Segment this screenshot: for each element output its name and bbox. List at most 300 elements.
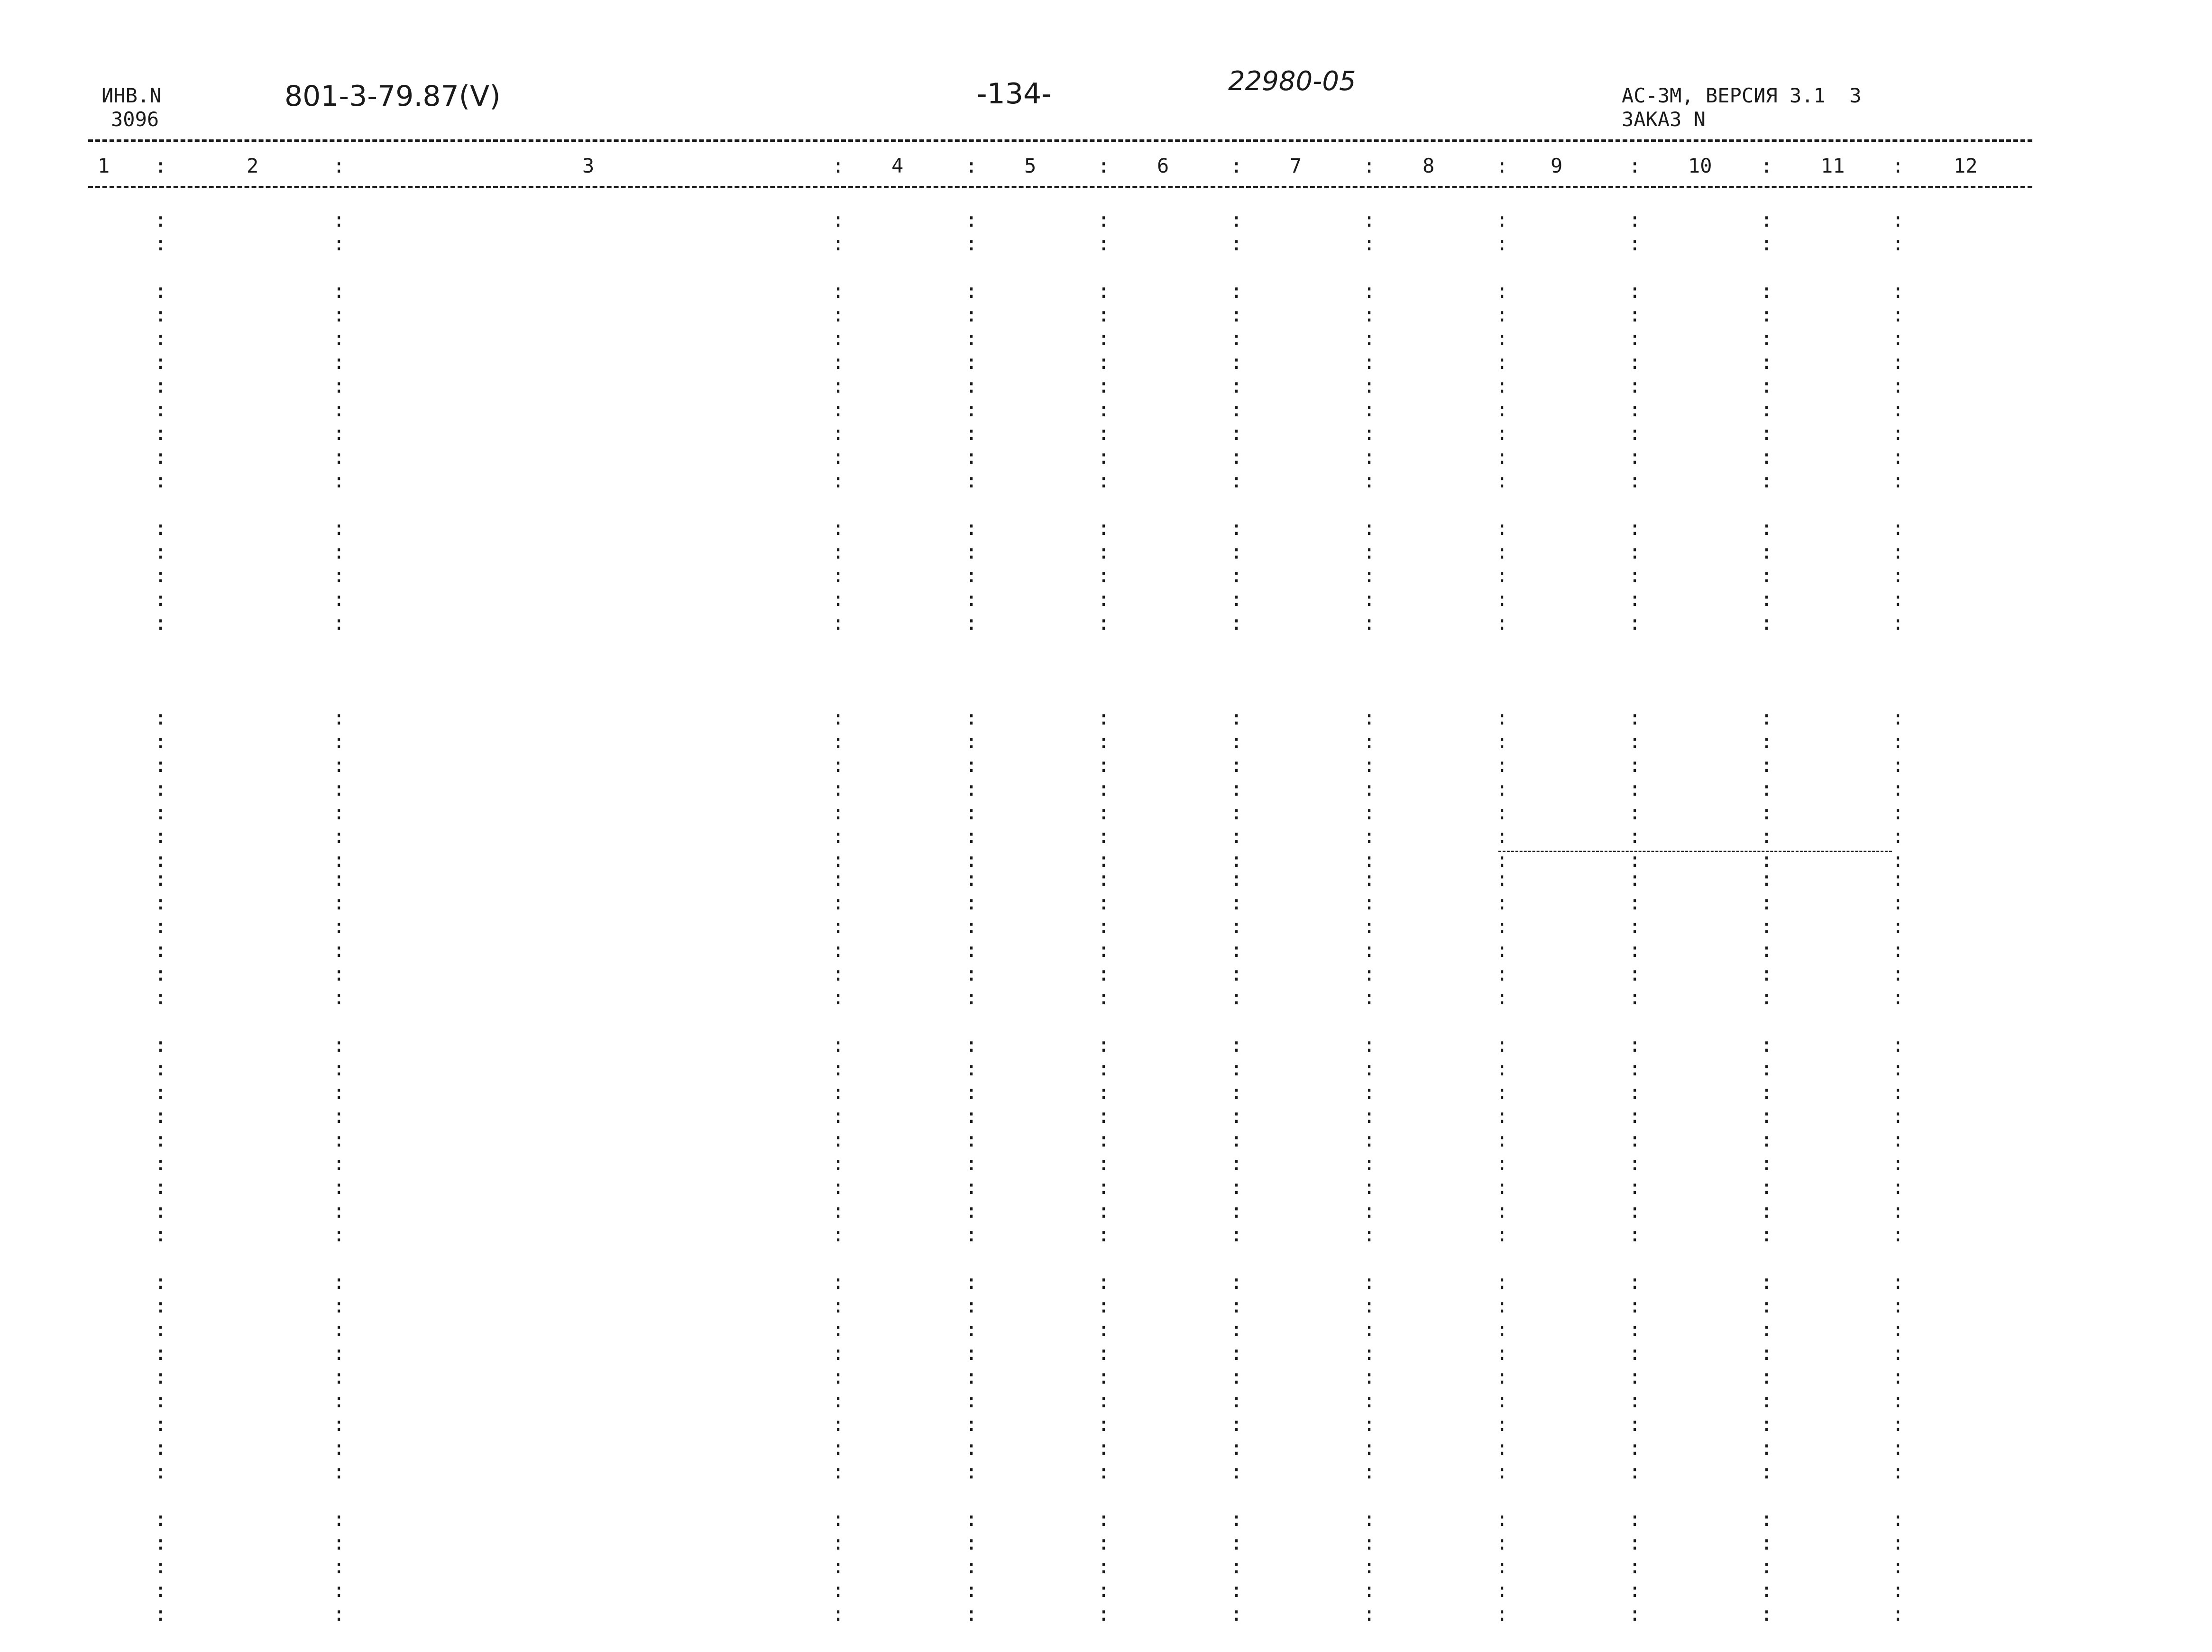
column-separator: : bbox=[333, 422, 345, 445]
column-separator: : bbox=[1761, 1152, 1773, 1175]
column-separator: : bbox=[1496, 1057, 1508, 1080]
system-version: АС-3М, ВЕРСИЯ 3.1 3 bbox=[1622, 84, 1862, 107]
column-separator: : bbox=[832, 1413, 844, 1436]
column-separator: : bbox=[1496, 398, 1508, 421]
column-separator: : bbox=[1363, 1128, 1376, 1151]
column-separator: : bbox=[965, 1057, 978, 1080]
column-separator: : bbox=[1892, 469, 1904, 492]
inventory-label: ИНВ.N bbox=[101, 84, 162, 107]
column-separator: : bbox=[1892, 777, 1904, 800]
column-separator: : bbox=[155, 938, 167, 962]
column-separator: : bbox=[1363, 1223, 1376, 1246]
column-separator: : bbox=[1363, 1152, 1376, 1175]
column-separator: : bbox=[1230, 1531, 1243, 1554]
column-separator: : bbox=[1363, 1365, 1376, 1388]
column-separator: : bbox=[1892, 753, 1904, 777]
column-separator: : bbox=[1892, 1341, 1904, 1365]
column-separator: : bbox=[1892, 587, 1904, 611]
column-separator: : bbox=[1098, 154, 1110, 177]
column-separator: : bbox=[1629, 1555, 1641, 1578]
column-separator: : bbox=[832, 801, 844, 824]
column-separator: : bbox=[155, 1341, 167, 1365]
column-separator: : bbox=[965, 564, 978, 587]
column-separator: : bbox=[965, 208, 978, 231]
column-separator: : bbox=[1496, 986, 1508, 1009]
column-separator: : bbox=[155, 706, 167, 729]
column-separator: : bbox=[1230, 1152, 1243, 1175]
column-separator: : bbox=[965, 279, 978, 303]
column-separator: : bbox=[1230, 1081, 1243, 1104]
column-separator: : bbox=[1098, 1602, 1110, 1625]
column-separator: : bbox=[1230, 1413, 1243, 1436]
column-separator: : bbox=[1098, 777, 1110, 800]
column-separator: : bbox=[1496, 587, 1508, 611]
column-separator: : bbox=[1629, 753, 1641, 777]
subtotal-rule bbox=[1498, 851, 1892, 852]
column-separator: : bbox=[1363, 825, 1376, 848]
column-separator: : bbox=[965, 611, 978, 634]
column-separator: : bbox=[1363, 540, 1376, 563]
column-separator: : bbox=[965, 1318, 978, 1341]
column-separator: : bbox=[333, 1057, 345, 1080]
column-separator: : bbox=[965, 962, 978, 985]
column-separator: : bbox=[1230, 1507, 1243, 1531]
column-separator: : bbox=[155, 1602, 167, 1625]
column-separator: : bbox=[1230, 279, 1243, 303]
column-separator: : bbox=[333, 730, 345, 753]
column-separator: : bbox=[1496, 611, 1508, 634]
column-separator: : bbox=[1098, 232, 1110, 255]
column-separator: : bbox=[155, 891, 167, 914]
column-separator: : bbox=[1892, 1602, 1904, 1625]
column-separator: : bbox=[1098, 891, 1110, 914]
column-separator: : bbox=[1230, 1199, 1243, 1222]
column-separator: : bbox=[1629, 986, 1641, 1009]
column-separator: : bbox=[1892, 208, 1904, 231]
column-separator: : bbox=[1363, 1199, 1376, 1222]
column-separator: : bbox=[1363, 611, 1376, 634]
column-header-12: 12 bbox=[1954, 154, 1978, 177]
column-separator: : bbox=[1363, 1104, 1376, 1128]
column-separator: : bbox=[1098, 422, 1110, 445]
column-separator: : bbox=[155, 1033, 167, 1056]
column-separator: : bbox=[1629, 1365, 1641, 1388]
column-separator: : bbox=[333, 445, 345, 468]
column-separator: : bbox=[155, 1555, 167, 1578]
column-separator: : bbox=[1363, 1436, 1376, 1459]
column-separator: : bbox=[155, 540, 167, 563]
document-code: 801-3-79.87(V) bbox=[285, 80, 501, 113]
column-separator: : bbox=[832, 1152, 844, 1175]
column-separator: : bbox=[1761, 1057, 1773, 1080]
column-separator: : bbox=[965, 938, 978, 962]
inventory-number: 3096 bbox=[111, 108, 159, 131]
column-separator: : bbox=[333, 891, 345, 914]
column-separator: : bbox=[1098, 1270, 1110, 1294]
column-separator: : bbox=[832, 1389, 844, 1412]
column-separator: : bbox=[1496, 825, 1508, 848]
column-separator: : bbox=[155, 1389, 167, 1412]
column-separator: : bbox=[832, 1057, 844, 1080]
column-separator: : bbox=[1629, 1152, 1641, 1175]
column-separator: : bbox=[1496, 777, 1508, 800]
column-separator: : bbox=[1629, 587, 1641, 611]
column-separator: : bbox=[1761, 516, 1773, 540]
column-separator: : bbox=[1098, 1460, 1110, 1483]
column-separator: : bbox=[155, 1507, 167, 1531]
column-separator: : bbox=[1761, 422, 1773, 445]
column-separator: : bbox=[1230, 1294, 1243, 1317]
column-separator: : bbox=[333, 1033, 345, 1056]
column-separator: : bbox=[965, 422, 978, 445]
column-separator: : bbox=[333, 540, 345, 563]
column-separator: : bbox=[333, 848, 345, 872]
column-separator: : bbox=[1098, 706, 1110, 729]
column-separator: : bbox=[1629, 540, 1641, 563]
column-separator: : bbox=[965, 1507, 978, 1531]
column-separator: : bbox=[1496, 154, 1508, 177]
column-separator: : bbox=[1098, 540, 1110, 563]
column-separator: : bbox=[1892, 232, 1904, 255]
column-separator: : bbox=[965, 1602, 978, 1625]
column-separator: : bbox=[1098, 1555, 1110, 1578]
column-separator: : bbox=[333, 469, 345, 492]
column-separator: : bbox=[1363, 1555, 1376, 1578]
column-separator: : bbox=[1496, 1413, 1508, 1436]
column-separator: : bbox=[1098, 1389, 1110, 1412]
column-separator: : bbox=[1761, 1081, 1773, 1104]
column-separator: : bbox=[965, 1104, 978, 1128]
column-separator: : bbox=[1363, 279, 1376, 303]
column-separator: : bbox=[1496, 422, 1508, 445]
column-separator: : bbox=[1230, 1128, 1243, 1151]
column-separator: : bbox=[965, 1081, 978, 1104]
column-header-3: 3 bbox=[582, 154, 595, 177]
column-separator: : bbox=[1098, 1365, 1110, 1388]
column-separator: : bbox=[155, 777, 167, 800]
column-separator: : bbox=[1892, 1318, 1904, 1341]
column-separator: : bbox=[1230, 867, 1243, 890]
column-separator: : bbox=[1363, 962, 1376, 985]
column-separator: : bbox=[1098, 208, 1110, 231]
column-separator: : bbox=[832, 1104, 844, 1128]
column-separator: : bbox=[965, 374, 978, 397]
column-separator: : bbox=[1629, 1175, 1641, 1199]
column-separator: : bbox=[1761, 1175, 1773, 1199]
column-separator: : bbox=[1363, 915, 1376, 938]
column-separator: : bbox=[1496, 1175, 1508, 1199]
column-separator: : bbox=[155, 1270, 167, 1294]
column-header-11: 11 bbox=[1821, 154, 1845, 177]
column-separator: : bbox=[1629, 1057, 1641, 1080]
column-separator: : bbox=[1230, 1104, 1243, 1128]
column-separator: : bbox=[1761, 706, 1773, 729]
column-separator: : bbox=[333, 753, 345, 777]
column-separator: : bbox=[1892, 154, 1904, 177]
column-separator: : bbox=[1496, 891, 1508, 914]
column-separator: : bbox=[1230, 516, 1243, 540]
column-separator: : bbox=[832, 1033, 844, 1056]
column-separator: : bbox=[1629, 154, 1641, 177]
column-separator: : bbox=[333, 915, 345, 938]
column-separator: : bbox=[1629, 232, 1641, 255]
column-separator: : bbox=[1761, 1436, 1773, 1459]
column-separator: : bbox=[1363, 1507, 1376, 1531]
column-separator: : bbox=[832, 398, 844, 421]
column-separator: : bbox=[1892, 867, 1904, 890]
column-separator: : bbox=[1496, 1579, 1508, 1602]
column-separator: : bbox=[965, 587, 978, 611]
column-separator: : bbox=[155, 1413, 167, 1436]
column-separator: : bbox=[965, 232, 978, 255]
column-separator: : bbox=[1761, 1341, 1773, 1365]
column-separator: : bbox=[1761, 1531, 1773, 1554]
column-separator: : bbox=[333, 1413, 345, 1436]
column-separator: : bbox=[1892, 327, 1904, 350]
column-separator: : bbox=[1629, 1341, 1641, 1365]
column-separator: : bbox=[1892, 1531, 1904, 1554]
column-separator: : bbox=[965, 825, 978, 848]
column-separator: : bbox=[1363, 753, 1376, 777]
column-separator: : bbox=[832, 1602, 844, 1625]
column-separator: : bbox=[155, 1057, 167, 1080]
column-separator: : bbox=[1892, 350, 1904, 374]
column-separator: : bbox=[333, 1175, 345, 1199]
column-separator: : bbox=[832, 891, 844, 914]
column-separator: : bbox=[333, 825, 345, 848]
column-separator: : bbox=[1496, 867, 1508, 890]
column-separator: : bbox=[1496, 445, 1508, 468]
column-separator: : bbox=[1098, 1199, 1110, 1222]
column-separator: : bbox=[832, 777, 844, 800]
column-separator: : bbox=[832, 1365, 844, 1388]
column-separator: : bbox=[832, 154, 844, 177]
column-separator: : bbox=[1230, 706, 1243, 729]
column-separator: : bbox=[1363, 1033, 1376, 1056]
column-separator: : bbox=[1230, 1602, 1243, 1625]
column-separator: : bbox=[1761, 1033, 1773, 1056]
column-separator: : bbox=[1098, 1294, 1110, 1317]
column-separator: : bbox=[1892, 1128, 1904, 1151]
column-separator: : bbox=[1496, 1223, 1508, 1246]
column-separator: : bbox=[1629, 848, 1641, 872]
column-separator: : bbox=[1363, 1531, 1376, 1554]
column-separator: : bbox=[1363, 516, 1376, 540]
column-separator: : bbox=[1363, 1341, 1376, 1365]
column-separator: : bbox=[1761, 1294, 1773, 1317]
column-separator: : bbox=[1496, 1128, 1508, 1151]
column-separator: : bbox=[1629, 1436, 1641, 1459]
column-separator: : bbox=[832, 915, 844, 938]
column-separator: : bbox=[1629, 777, 1641, 800]
column-separator: : bbox=[1892, 962, 1904, 985]
column-separator: : bbox=[1892, 611, 1904, 634]
column-separator: : bbox=[1230, 469, 1243, 492]
column-separator: : bbox=[832, 540, 844, 563]
column-separator: : bbox=[333, 777, 345, 800]
column-separator: : bbox=[1363, 986, 1376, 1009]
column-separator: : bbox=[1629, 398, 1641, 421]
handwritten-stamp: 22980-05 bbox=[1228, 66, 1356, 97]
column-separator: : bbox=[1629, 422, 1641, 445]
column-separator: : bbox=[1098, 730, 1110, 753]
column-separator: : bbox=[965, 540, 978, 563]
column-separator: : bbox=[1629, 1413, 1641, 1436]
column-separator: : bbox=[155, 1579, 167, 1602]
column-separator: : bbox=[1629, 1579, 1641, 1602]
column-header-9: 9 bbox=[1551, 154, 1563, 177]
column-separator: : bbox=[333, 303, 345, 326]
column-separator: : bbox=[832, 327, 844, 350]
column-separator: : bbox=[1230, 1555, 1243, 1578]
column-separator: : bbox=[155, 1152, 167, 1175]
column-separator: : bbox=[1892, 564, 1904, 587]
column-separator: : bbox=[155, 1294, 167, 1317]
column-separator: : bbox=[1496, 1104, 1508, 1128]
column-separator: : bbox=[832, 1460, 844, 1483]
column-header-1: 1 bbox=[98, 154, 110, 177]
column-separator: : bbox=[1761, 1460, 1773, 1483]
column-separator: : bbox=[832, 1270, 844, 1294]
column-separator: : bbox=[1761, 1507, 1773, 1531]
column-separator: : bbox=[1230, 915, 1243, 938]
column-separator: : bbox=[1892, 540, 1904, 563]
column-separator: : bbox=[965, 1555, 978, 1578]
column-separator: : bbox=[1629, 1199, 1641, 1222]
column-separator: : bbox=[1892, 915, 1904, 938]
column-separator: : bbox=[155, 303, 167, 326]
column-separator: : bbox=[1496, 1270, 1508, 1294]
column-separator: : bbox=[1629, 962, 1641, 985]
column-separator: : bbox=[1496, 1555, 1508, 1578]
column-separator: : bbox=[1098, 986, 1110, 1009]
column-separator: : bbox=[832, 422, 844, 445]
column-separator: : bbox=[832, 1507, 844, 1531]
column-separator: : bbox=[1496, 279, 1508, 303]
column-separator: : bbox=[333, 938, 345, 962]
column-separator: : bbox=[1629, 350, 1641, 374]
column-separator: : bbox=[1496, 540, 1508, 563]
column-separator: : bbox=[1230, 1270, 1243, 1294]
column-separator: : bbox=[1892, 1389, 1904, 1412]
column-separator: : bbox=[965, 1152, 978, 1175]
column-separator: : bbox=[1761, 469, 1773, 492]
column-separator: : bbox=[1230, 232, 1243, 255]
column-separator: : bbox=[333, 611, 345, 634]
column-separator: : bbox=[1496, 516, 1508, 540]
column-separator: : bbox=[1098, 445, 1110, 468]
column-separator: : bbox=[1496, 303, 1508, 326]
column-separator: : bbox=[1363, 867, 1376, 890]
column-separator: : bbox=[1496, 327, 1508, 350]
column-separator: : bbox=[1098, 962, 1110, 985]
column-separator: : bbox=[1098, 1175, 1110, 1199]
column-separator: : bbox=[1496, 350, 1508, 374]
column-separator: : bbox=[1496, 208, 1508, 231]
column-separator: : bbox=[155, 1460, 167, 1483]
column-separator: : bbox=[155, 398, 167, 421]
column-separator: : bbox=[1363, 327, 1376, 350]
column-separator: : bbox=[1230, 327, 1243, 350]
column-separator: : bbox=[1363, 564, 1376, 587]
column-separator: : bbox=[1363, 232, 1376, 255]
column-separator: : bbox=[1363, 801, 1376, 824]
column-separator: : bbox=[1098, 1318, 1110, 1341]
column-separator: : bbox=[1098, 1128, 1110, 1151]
column-separator: : bbox=[1761, 1602, 1773, 1625]
column-separator: : bbox=[1098, 303, 1110, 326]
column-separator: : bbox=[832, 445, 844, 468]
column-separator: : bbox=[1363, 1579, 1376, 1602]
column-separator: : bbox=[1230, 1175, 1243, 1199]
column-separator: : bbox=[1363, 848, 1376, 872]
column-separator: : bbox=[333, 801, 345, 824]
column-header-4: 4 bbox=[891, 154, 904, 177]
column-separator: : bbox=[1098, 1341, 1110, 1365]
column-separator: : bbox=[832, 208, 844, 231]
column-separator: : bbox=[1230, 825, 1243, 848]
column-separator: : bbox=[832, 374, 844, 397]
column-separator: : bbox=[1761, 777, 1773, 800]
column-separator: : bbox=[1363, 1294, 1376, 1317]
column-separator: : bbox=[333, 232, 345, 255]
column-separator: : bbox=[1629, 374, 1641, 397]
column-separator: : bbox=[1892, 398, 1904, 421]
column-separator: : bbox=[965, 801, 978, 824]
column-separator: : bbox=[1230, 564, 1243, 587]
column-separator: : bbox=[832, 1294, 844, 1317]
column-separator: : bbox=[1230, 986, 1243, 1009]
column-separator: : bbox=[1761, 1413, 1773, 1436]
column-separator: : bbox=[965, 327, 978, 350]
column-separator: : bbox=[333, 1389, 345, 1412]
column-separator: : bbox=[1629, 445, 1641, 468]
column-separator: : bbox=[1892, 374, 1904, 397]
column-separator: : bbox=[1230, 1365, 1243, 1388]
column-separator: : bbox=[333, 867, 345, 890]
column-separator: : bbox=[1892, 1270, 1904, 1294]
column-separator: : bbox=[333, 706, 345, 729]
column-separator: : bbox=[1892, 730, 1904, 753]
column-separator: : bbox=[155, 962, 167, 985]
column-separator: : bbox=[1761, 753, 1773, 777]
column-separator: : bbox=[965, 1436, 978, 1459]
column-separator: : bbox=[333, 1270, 345, 1294]
column-separator: : bbox=[1761, 962, 1773, 985]
column-separator: : bbox=[333, 1460, 345, 1483]
column-separator: : bbox=[1761, 208, 1773, 231]
column-separator: : bbox=[1761, 867, 1773, 890]
column-separator: : bbox=[333, 1436, 345, 1459]
column-separator: : bbox=[832, 516, 844, 540]
column-separator: : bbox=[1892, 1413, 1904, 1436]
column-separator: : bbox=[1363, 1081, 1376, 1104]
column-separator: : bbox=[1363, 706, 1376, 729]
column-separator: : bbox=[1363, 1057, 1376, 1080]
column-separator: : bbox=[1892, 1555, 1904, 1578]
column-separator: : bbox=[1629, 564, 1641, 587]
column-separator: : bbox=[1098, 1081, 1110, 1104]
column-separator: : bbox=[1230, 374, 1243, 397]
column-separator: : bbox=[832, 730, 844, 753]
column-separator: : bbox=[1098, 1104, 1110, 1128]
column-separator: : bbox=[1761, 1223, 1773, 1246]
column-separator: : bbox=[832, 867, 844, 890]
column-separator: : bbox=[1098, 1152, 1110, 1175]
column-separator: : bbox=[1761, 154, 1773, 177]
column-separator: : bbox=[1230, 208, 1243, 231]
column-separator: : bbox=[333, 1081, 345, 1104]
